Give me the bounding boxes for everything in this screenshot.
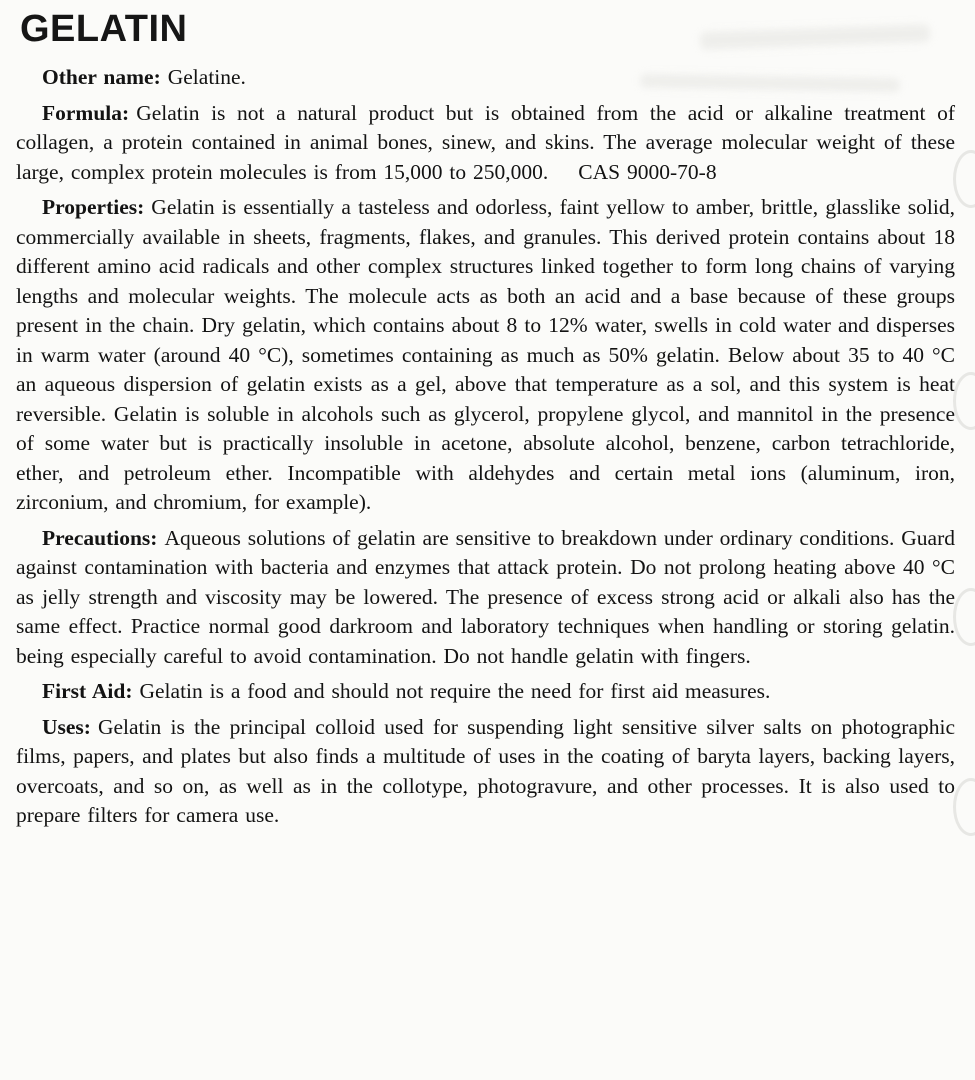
paragraph-text: Gelatin is a food and should not require the need for first aid measures. <box>139 679 771 703</box>
paragraph-text: Gelatin is essentially a tasteless and odorless, faint yellow to amber, brittle, glasslike solid, commercially available in sheets, fragments, flakes, and granules. This derived protein contains about 18 different amino acid radicals and other complex structures linked together to form long chains of varying lengths and molecular weights. The molecule acts as both an acid and a base because of these groups present in the chain. Dry gelatin, which contains about 8 to 12% water, swells in cold water and disperses in warm water (around 40 °C), sometimes containing as much as 50% gelatin. Below about 35 to 40 °C an aqueous dispersion of gelatin exists as a gel, above that temperature as a sol, and this system is heat reversible. Gelatin is soluble in alcohols such as glycerol, propylene glycol, and mannitol in the presence of some water but is practically insoluble in acetone, absolute alcohol, benzene, carbon tetrachloride, ether, and petroleum ether. Incompatible with aldehydes and certain metal ions (aluminum, iron, zirconium, and chromium, for example). <box>16 195 955 514</box>
paragraph-uses <box>16 713 955 831</box>
paragraph-properties <box>16 193 955 518</box>
paragraph-text: Gelatin is the principal colloid used for suspending light sensitive silver salts on photographic films, papers, and plates but also finds a multitude of uses in the coating of baryta layers, backing layers, overcoats, and so on, as well as in the collotype, photogravure, and other processes. It is also used to prepare filters for camera use. <box>16 714 955 827</box>
paragraph-label: Formula: <box>42 100 130 125</box>
paragraph-text: Gelatine. <box>167 65 246 89</box>
paragraph-formula <box>16 99 955 188</box>
paragraph-label: Properties: <box>42 195 145 219</box>
paragraph-first-aid <box>16 677 955 707</box>
paragraph-text: Gelatin is not a natural product but is obtained from the acid or alkaline treatment of collagen, a protein contained in animal bones, sinew, and skins. The average molecular weight of these large, complex protein molecules is from 15,000 to 250,000. <box>16 100 955 184</box>
paragraph-precautions <box>16 524 955 672</box>
paragraph-label: Other name: <box>42 65 161 89</box>
scan-artifact <box>953 588 975 646</box>
paragraph-label: First Aid: <box>42 679 133 703</box>
scan-artifact <box>953 778 975 836</box>
page-title: GELATIN <box>20 8 188 50</box>
scan-artifact <box>953 372 975 430</box>
paragraph-label: Precautions: <box>42 525 158 550</box>
paragraph-text: Aqueous solutions of gelatin are sensitive to breakdown under ordinary conditions. Guard against contamination with bacteria and enzymes that attack protein. Do not prolong heating above 40 °C as jelly strength and viscosity may be lowered. The presence of excess strong acid or alkali also has the same effect. Practice normal good darkroom and laboratory techniques when handling or storing gelatin. being especially careful to avoid contamination. Do not handle gelatin with fingers. <box>16 525 955 668</box>
paragraph-label: Uses: <box>42 714 91 739</box>
scan-artifact <box>953 150 975 208</box>
cas-number: CAS 9000-70-8 <box>578 159 717 184</box>
